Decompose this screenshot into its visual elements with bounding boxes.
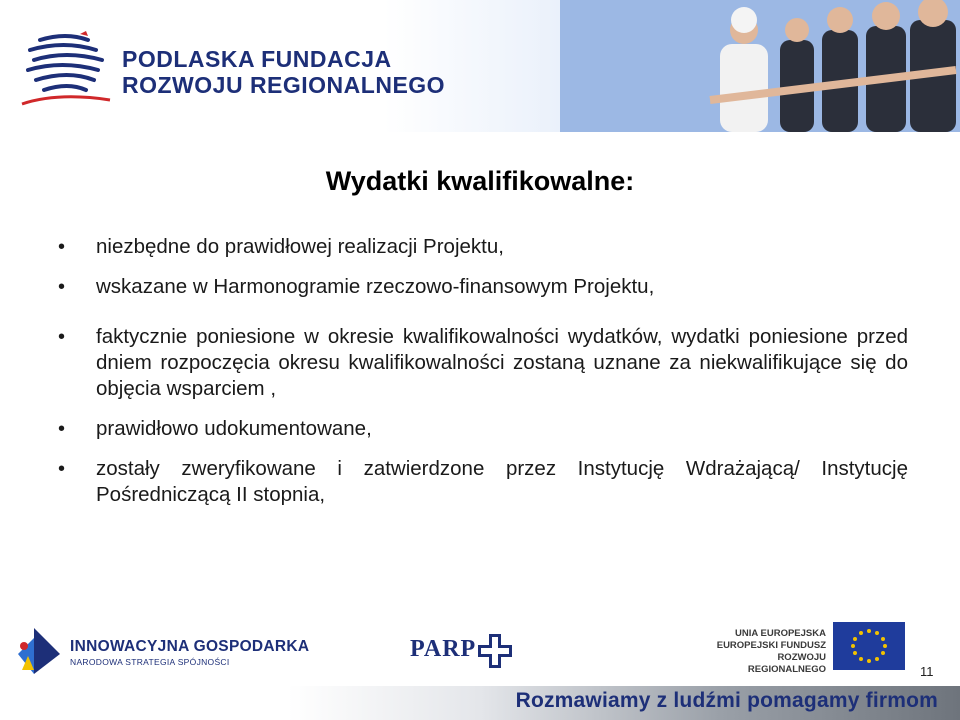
list-item: • prawidłowo udokumentowane, <box>58 416 908 442</box>
ig-subtitle: NARODOWA STRATEGIA SPÓJNOŚCI <box>70 657 230 667</box>
header <box>0 0 960 132</box>
parp-cross-icon <box>476 632 514 670</box>
eu-line-2: EUROPEJSKI FUNDUSZ <box>716 640 826 651</box>
eu-line-1: UNIA EUROPEJSKA <box>735 628 826 639</box>
foundation-logo-icon <box>18 30 114 108</box>
eu-fund-text <box>700 628 826 676</box>
eu-flag-icon <box>833 622 905 670</box>
list-item: • faktycznie poniesione w okresie kwalifikowalności wydatków, wydatki poniesione przed dniem rozpoczęcia okresu kwalifikowalności zostaną uznane za niekwalifikujące się do objęcia wsparciem , <box>58 324 908 402</box>
parp-logo-text: PARP <box>410 636 477 662</box>
list-item: • zostały zweryfikowane i zatwierdzone przez Instytucję Wdrażającą/ Instytucję Pośredniczącą II stopnia, <box>58 456 908 508</box>
eu-line-3: ROZWOJU REGIONALNEGO <box>747 652 826 675</box>
slogan: Rozmawiamy z ludźmi pomagamy firmom <box>515 689 938 712</box>
list-item: • wskazane w Harmonogramie rzeczowo-finansowym Projektu, <box>58 274 908 300</box>
brand-line-1: PODLASKA FUNDACJA <box>122 46 392 72</box>
page-number: 11 <box>920 664 934 679</box>
list-item: • niezbędne do prawidłowej realizacji Projektu, <box>58 234 908 260</box>
handshake-people-photo <box>560 0 960 132</box>
ig-name: INNOWACYJNA GOSPODARKA <box>70 638 310 655</box>
brand-line-2: ROZWOJU REGIONALNEGO <box>122 72 446 98</box>
innowacyjna-gospodarka-logo-icon <box>14 624 64 678</box>
bullet-list <box>58 234 908 508</box>
slide-title: Wydatki kwalifikowalne: <box>325 166 635 196</box>
foundation-name <box>122 46 445 98</box>
